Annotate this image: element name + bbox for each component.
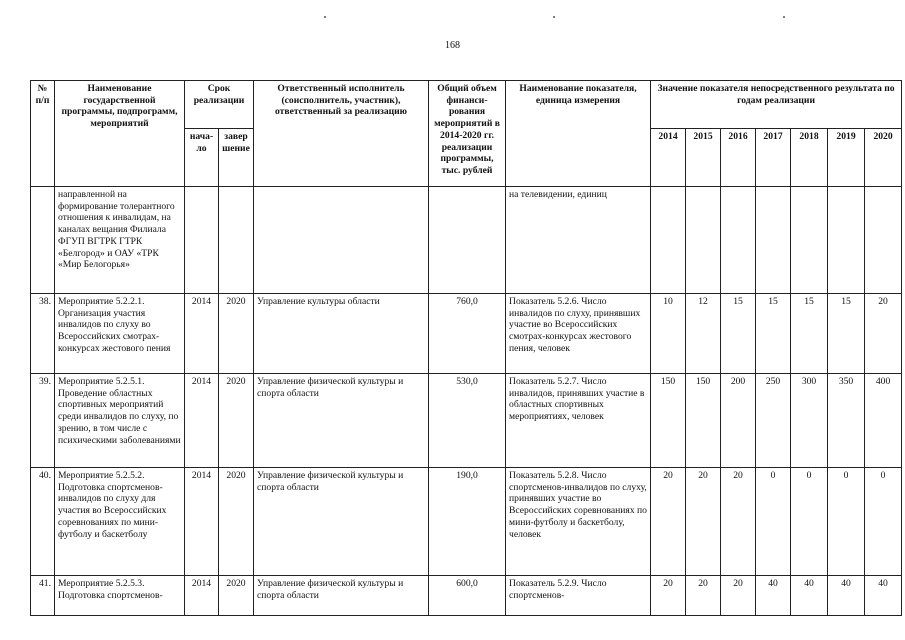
table-row [31,374,902,468]
cell-value: 12 [686,294,721,374]
header-indicator: Наименование показателя, единица измерения [506,81,651,187]
cell-value: 40 [791,576,828,616]
cell-name: направленной на формирование толерантного отношения к инвалидам, на каналах вещания Филиала ФГУП ВГТРК ГТРК «Белгород» и ОАУ «ТРК «Мир Белогорья» [55,187,185,294]
header-executor: Ответственный исполнитель (соисполнитель, участник), ответственный за реализацию [254,81,429,187]
cell-end: 2020 [219,576,254,616]
cell-value: 150 [686,374,721,468]
cell-indicator: Показатель 5.2.7. Число инвалидов, принявших участие в областных спортивных мероприятиях, человек [506,374,651,468]
cell-value: 350 [828,374,865,468]
cell-value: 15 [791,294,828,374]
cell-executor: Управление физической культуры и спорта области [254,576,429,616]
table-row-continuation [31,187,902,294]
cell-indicator: на телевидении, единиц [506,187,651,294]
cell-start: 2014 [185,468,219,576]
cell-value [828,187,865,294]
table-row [31,468,902,576]
header-year: 2017 [756,129,791,187]
cell-executor [254,187,429,294]
cell-indicator: Показатель 5.2.9. Число спортсменов- [506,576,651,616]
header-term-start: нача-ло [185,129,219,187]
page-number: 168 [445,40,460,51]
cell-value: 400 [865,374,902,468]
header-year: 2015 [686,129,721,187]
cell-start: 2014 [185,576,219,616]
cell-name: Мероприятие 5.2.2.1. Организация участия инвалидов по слуху во Всероссийских смотрах-конкурсах жестового пения [55,294,185,374]
cell-funding: 760,0 [429,294,506,374]
cell-indicator: Показатель 5.2.8. Число спортсменов-инвалидов по слуху, принявших участие во Всероссийских соревнованиях по мини-футболу и баскетболу, человек [506,468,651,576]
cell-value: 20 [651,468,686,576]
cell-value [721,187,756,294]
cell-executor: Управление физической культуры и спорта области [254,374,429,468]
cell-name: Мероприятие 5.2.5.2. Подготовка спортсменов-инвалидов по слуху для участия во Всероссийских соревнованиях по мини-футболу и баскетболу [55,468,185,576]
cell-value: 20 [651,576,686,616]
table-row [31,576,902,616]
cell-value [686,187,721,294]
cell-value: 20 [721,468,756,576]
scan-speck [553,16,555,18]
cell-executor: Управление культуры области [254,294,429,374]
cell-indicator: Показатель 5.2.6. Число инвалидов по слуху, принявших участие во Всероссийских смотрах-конкурсах жестового пения, человек [506,294,651,374]
cell-value: 20 [686,576,721,616]
cell-value: 40 [865,576,902,616]
cell-value [651,187,686,294]
cell-value: 0 [791,468,828,576]
cell-value: 10 [651,294,686,374]
header-year: 2020 [865,129,902,187]
cell-value: 200 [721,374,756,468]
table-row [31,294,902,374]
cell-funding: 530,0 [429,374,506,468]
cell-funding: 190,0 [429,468,506,576]
header-name: Наименование государственной программы, подпрограмм, мероприятий [55,81,185,187]
header-values-title: Значение показателя непосредственного результата по годам реализации [651,81,902,129]
cell-funding: 600,0 [429,576,506,616]
cell-funding [429,187,506,294]
header-num: № п/п [31,81,55,187]
scan-speck [324,16,326,18]
header-year: 2016 [721,129,756,187]
cell-value: 20 [721,576,756,616]
program-table [30,80,902,616]
cell-start: 2014 [185,374,219,468]
cell-value [791,187,828,294]
cell-value: 20 [686,468,721,576]
cell-executor: Управление физической культуры и спорта области [254,468,429,576]
cell-start [185,187,219,294]
cell-num [31,187,55,294]
cell-value: 15 [828,294,865,374]
header-funding: Общий объем финанси-рования мероприятий в 2014-2020 гг. реализации программы, тыс. рублей [429,81,506,187]
cell-name: Мероприятие 5.2.5.1. Проведение областных спортивных мероприятий среди инвалидов по слуху, по зрению, в том числе с психическими заболеваниями [55,374,185,468]
cell-value: 150 [651,374,686,468]
cell-value [756,187,791,294]
cell-num: 41. [31,576,55,616]
cell-value: 0 [865,468,902,576]
table-header [31,81,902,187]
cell-value: 20 [865,294,902,374]
header-term-end: завер шение [219,129,254,187]
cell-end [219,187,254,294]
scan-speck [783,16,785,18]
cell-value: 40 [828,576,865,616]
cell-end: 2020 [219,374,254,468]
cell-value: 0 [756,468,791,576]
header-year: 2014 [651,129,686,187]
cell-end: 2020 [219,468,254,576]
cell-value: 0 [828,468,865,576]
cell-value: 300 [791,374,828,468]
cell-value [865,187,902,294]
cell-start: 2014 [185,294,219,374]
cell-value: 15 [756,294,791,374]
header-year: 2018 [791,129,828,187]
cell-num: 40. [31,468,55,576]
cell-value: 40 [756,576,791,616]
cell-num: 39. [31,374,55,468]
cell-name: Мероприятие 5.2.5.3. Подготовка спортсменов- [55,576,185,616]
header-year: 2019 [828,129,865,187]
cell-value: 15 [721,294,756,374]
header-term: Срок реализации [185,81,254,129]
cell-value: 250 [756,374,791,468]
cell-num: 38. [31,294,55,374]
cell-end: 2020 [219,294,254,374]
